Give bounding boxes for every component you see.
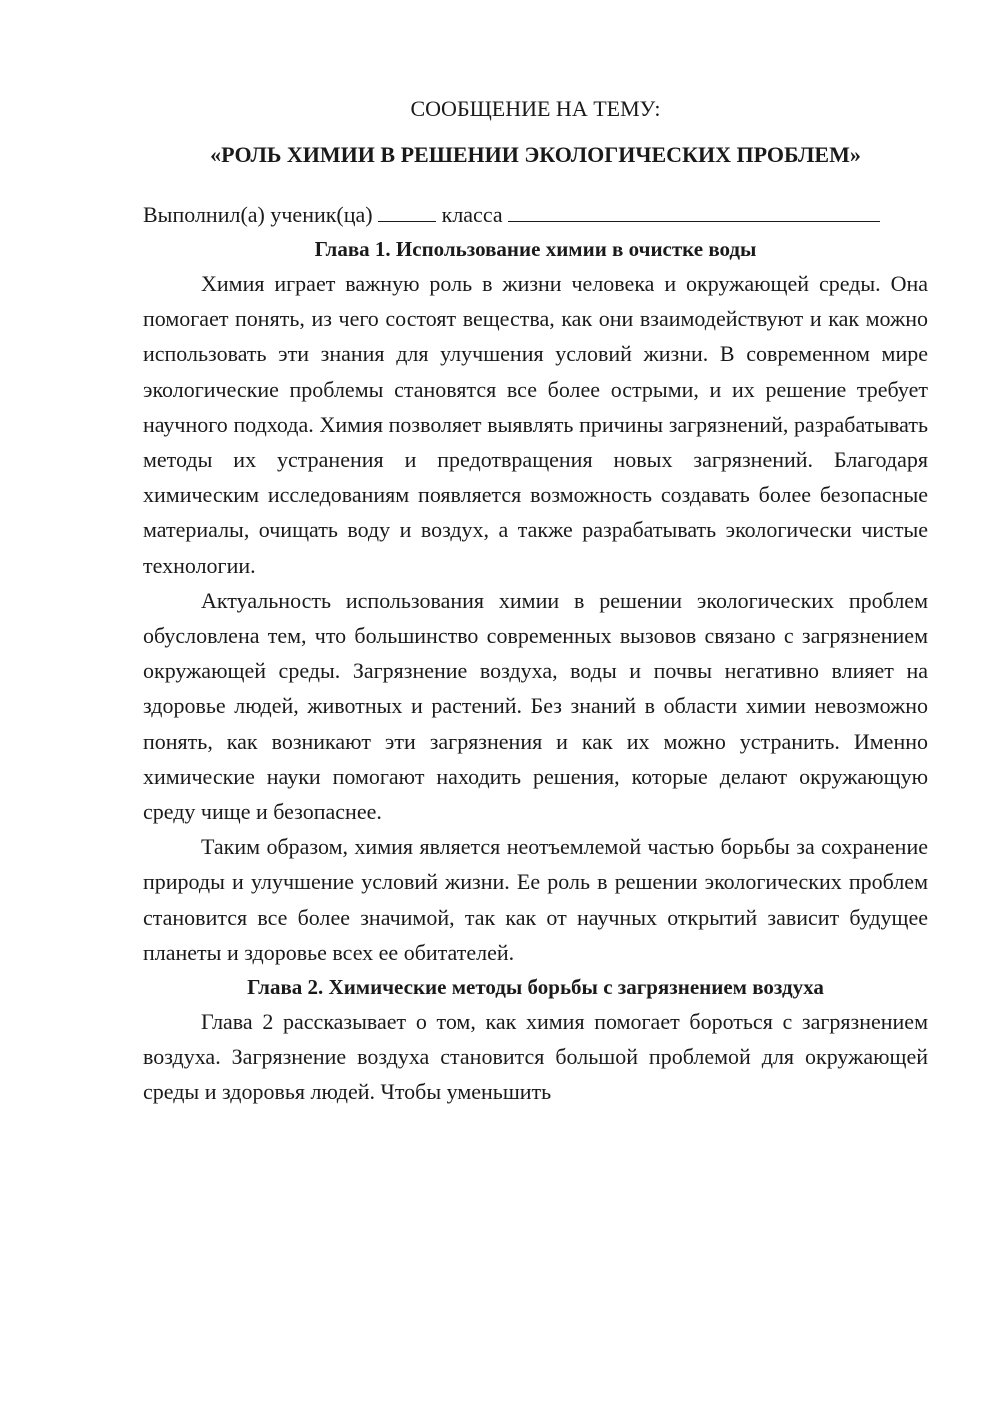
chapter-1-paragraph-1: Химия играет важную роль в жизни человека и окружающей среды. Она помогает понять, из чего состоят вещества, как они взаимодействуют и как можно использовать эти знания для улучшения условий жизни. В современном мире экологические проблемы становятся все более острыми, и их решение требует научного подхода. Химия позволяет выявлять причины загрязнений, разрабатывать методы их устранения и предотвращения новых загрязнений. Благодаря химическим исследованиям появляется возможность создавать более безопасные материалы, очищать воду и воздух, а также разрабатывать экологически чистые технологии. xyxy=(143,271,928,578)
document-body xyxy=(143,92,928,1110)
chapter-1-heading: Глава 1. Использование химии в очистке воды xyxy=(314,237,757,261)
chapter-1-paragraph-2: Актуальность использования химии в решении экологических проблем обусловлена тем, что большинство современных вызовов связано с загрязнением окружающей среды. Загрязнение воздуха, воды и почвы негативно влияет на здоровье людей, животных и растений. Без знаний в области химии невозможно понять, как возникают эти загрязнения и как их можно устранить. Именно химические науки помогают находить решения, которые делают окружающую среду чище и безопаснее. xyxy=(143,587,928,825)
class-number-blank xyxy=(378,199,436,222)
document-topic-title: «РОЛЬ ХИМИИ В РЕШЕНИИ ЭКОЛОГИЧЕСКИХ ПРОБЛЕМ» xyxy=(210,142,861,167)
chapter-1-paragraph-3: Таким образом, химия является неотъемлемой частью борьбы за сохранение природы и улучшение условий жизни. Ее роль в решении экологических проблем становится все более значимой, так как от научных открытий зависит будущее планеты и здоровье всех ее обитателей. xyxy=(143,834,928,965)
chapter-2-heading: Глава 2. Химические методы борьбы с загрязнением воздуха xyxy=(247,975,824,1000)
chapter-2-paragraph-1: Глава 2 рассказывает о том, как химия помогает бороться с загрязнением воздуха. Загрязнение воздуха становится большой проблемой для окружающей среды и здоровья людей. Чтобы уменьшить xyxy=(143,1009,928,1105)
document-type-heading: СООБЩЕНИЕ НА ТЕМУ: xyxy=(410,96,661,121)
author-label: Выполнил(а) ученик(ца) xyxy=(143,202,373,227)
student-name-blank xyxy=(508,199,880,222)
class-label: класса xyxy=(441,202,503,227)
author-line xyxy=(143,198,928,232)
